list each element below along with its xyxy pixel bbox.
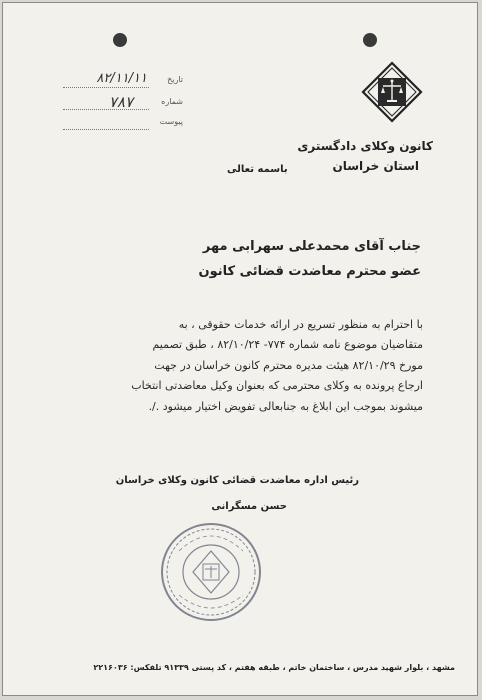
date-label: تاریخ [167,75,183,84]
org-name: کانون وکلای دادگستری [297,139,433,153]
invocation: باسمه تعالی [227,164,288,175]
body-line: با احترام به منظور تسریع در ارائه خدمات حقوقی ، به [178,318,423,331]
body-line: متقاضیان موضوع نامه شماره ۷۷۴- ۸۲/۱۰/۲۴ ، طبق تصمیم [152,338,423,352]
letter-body [63,315,423,417]
footer-address: مشهد ، بلوار شهید مدرس ، ساختمان خاتم ، طبقه هفتم ، کد پستی ۹۱۳۳۹ تلفکس: ۲۲۱۶۰۳۶ [93,663,455,672]
attachment-field [63,113,183,133]
number-label: شماره [161,97,183,106]
bar-association-logo [361,61,423,123]
date-field [63,71,183,91]
date-line [63,87,149,88]
punch-hole-left [113,33,127,47]
org-region: استان خراسان [332,159,419,173]
recipient-title: عضو محترم معاضدت قضائی کانون [198,264,421,279]
body-line: میشوند بموجب این ابلاغ به جنابعالی تفویض اختیار میشود ./. [148,399,423,413]
signatory-title: رئیس اداره معاضدت قضائی کانون وکلای خراسان [115,475,359,486]
recipient-name: جناب آقای محمدعلی سهرابی مهر [202,239,421,254]
official-seal-stamp [159,521,263,623]
body-line: مورخ ۸۲/۱۰/۲۹ هیئت مدیره محترم کانون خراسان در جهت [154,358,423,372]
number-field [63,93,183,113]
number-line [63,109,149,110]
punch-hole-right [363,33,377,47]
signatory-name: حسن مسگرانی [211,501,287,512]
number-value: ۷۸۷ [108,93,133,111]
attachment-label: پیوست [159,117,183,126]
body-line: ارجاع پرونده به وکلای محترمی که بعنوان وکیل معاضدتی انتخاب [131,379,423,393]
date-value: ۸۲/۱۱/۱۱ [96,71,147,86]
attachment-line [63,129,149,130]
letter-sheet [2,2,478,696]
